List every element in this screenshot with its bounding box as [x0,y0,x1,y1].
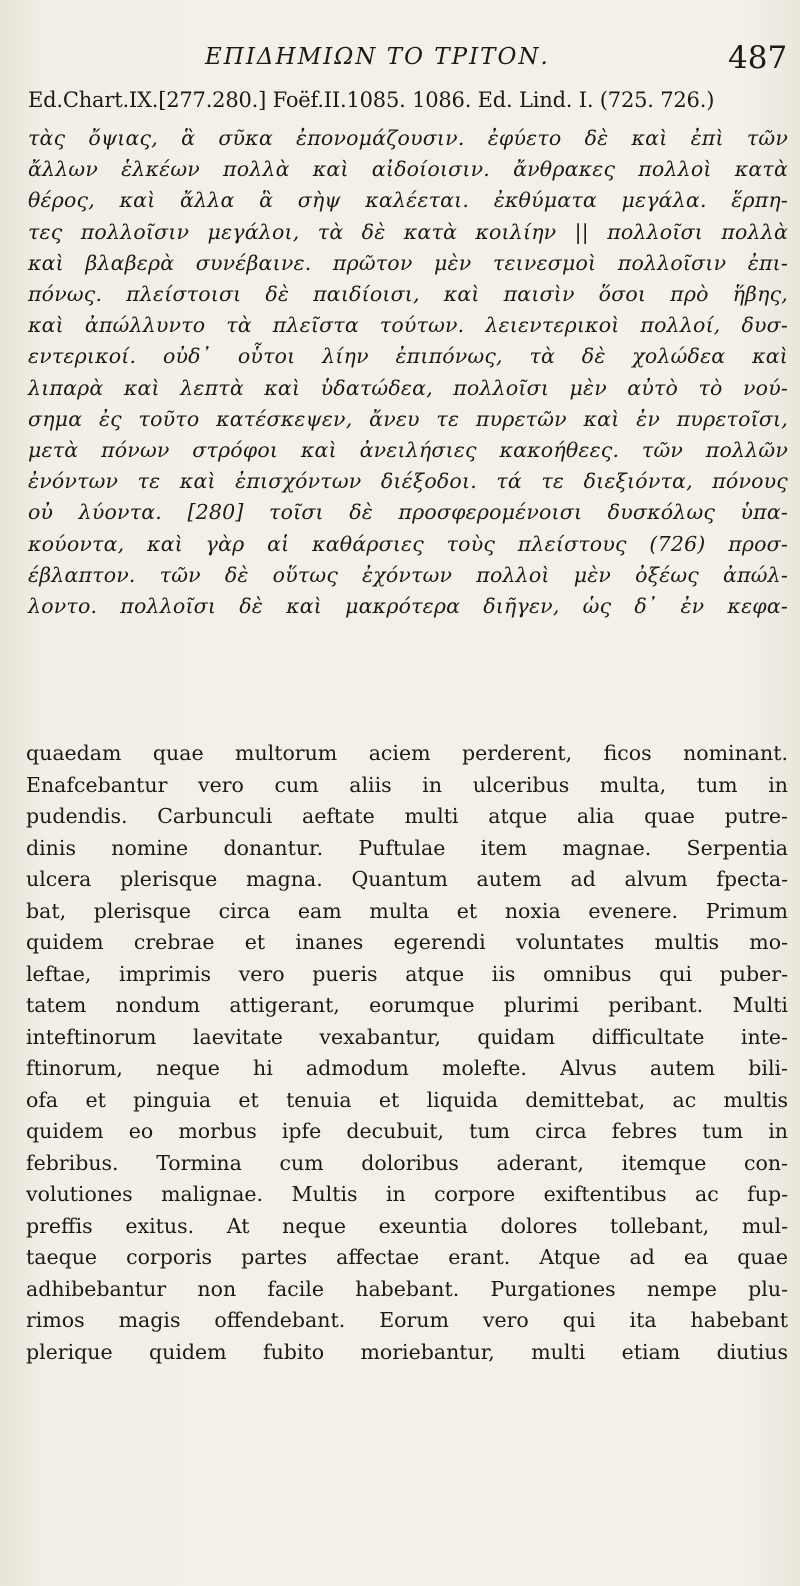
greek-line: θέρος, καὶ ἄλλα ἃ σὴψ καλέεται. ἐκθύματα μεγάλα. ἕρπη- [28,188,788,213]
latin-line: leftae, imprimis vero pueris atque iis omnibus qui puber- [26,961,788,986]
running-head [0,40,800,80]
latin-line: tatem nondum attigerant, eorumque plurimi peribant. Multi [26,993,788,1017]
greek-line: πόνως. πλείστοισι δὲ παιδίοισι, καὶ παισὶν ὅσοι πρὸ ἥβης, [28,282,788,307]
greek-line: εντερικοί. οὐδ᾽ οὗτοι λίην ἐπιπόνως, τὰ δὲ χολώδεα καὶ [28,344,788,369]
latin-line: febribus. Tormina cum doloribus aderant, itemque con- [26,1150,788,1175]
greek-line: καὶ βλαβερὰ συνέβαινε. πρῶτον μὲν τεινεσμοὶ πολλοῖσιν ἐπι- [28,250,788,275]
latin-line: ofa et pinguia et tenuia et liquida demittebat, ac multis [26,1087,788,1112]
latin-line: preffis exitus. At neque exeuntia dolores tollebant, mul- [26,1213,788,1238]
latin-line: adhibebantur non facile habebant. Purgationes nempe plu- [26,1276,788,1301]
latin-line: plerique quidem fubito moriebantur, multi etiam diutius [26,1339,788,1364]
latin-translation-block [26,738,788,1368]
greek-line: οὐ λύοντα. [280] τοῖσι δὲ προσφερομένοισι δυσκόλως ὑπα- [28,500,788,525]
greek-line: κούοντα, καὶ γὰρ αἱ καθάρσιες τοὺς πλείστους (726) προσ- [28,531,788,556]
page-number: 487 [728,40,788,76]
latin-line: rimos magis offendebant. Eorum vero qui ita habebant [26,1308,788,1332]
greek-line: τὰς ὄψιας, ἃ σῦκα ἐπονομάζουσιν. ἐφύετο δὲ καὶ ἐπὶ τῶν [28,126,788,150]
greek-line: ἐνόντων τε καὶ ἐπισχόντων διέξοδοι. τά τε διεξιόντα, πόνους [28,469,788,494]
latin-line: taeque corporis partes affectae erant. Atque ad ea quae [26,1245,788,1269]
latin-line: volutiones malignae. Multis in corpore exiftentibus ac fup- [26,1182,788,1206]
latin-line: Enafcebantur vero cum aliis in ulceribus multa, tum in [26,772,788,797]
greek-line: σημα ἐς τοῦτο κατέσκεψεν, ἄνευ τε πυρετῶν καὶ ἐν πυρετοῖσι, [28,406,788,431]
latin-line: ulcera plerisque magna. Quantum autem ad alvum fpecta- [26,867,788,891]
greek-line: λοντο. πολλοῖσι δὲ καὶ μακρότερα διῆγεν, ὡς δ᾽ ἐν κεφα- [28,594,788,619]
latin-line: ftinorum, neque hi admodum molefte. Alvus autem bili- [26,1056,788,1080]
greek-line: έβλαπτον. τῶν δὲ οὕτως ἐχόντων πολλοὶ μὲν ὀξέως ἀπώλ- [28,562,788,587]
latin-line: pudendis. Carbunculi aeftate multi atque alia quae putre- [26,804,788,828]
latin-line: quaedam quae multorum aciem perderent, ficos nominant. [26,741,788,765]
latin-line: bat, plerisque circa eam multa et noxia evenere. Primum [26,898,788,923]
running-title: ΕΠΙΔΗΜΙΩΝ ΤΟ ΤΡΙΤΟΝ. [205,44,550,70]
greek-text-block [28,123,788,622]
greek-line: καὶ ἀπώλλυντο τὰ πλεῖστα τούτων. λειεντερικοὶ πολλοί, δυσ- [28,313,788,338]
greek-line: μετὰ πόνων στρόφοι καὶ ἀνειλήσιες κακοήθεες. τῶν πολλῶν [28,438,788,463]
latin-line: quidem eo morbus ipfe decubuit, tum circa febres tum in [26,1119,788,1143]
greek-line: ἄλλων ἑλκέων πολλὰ καὶ αἰδοίοισιν. ἄνθρακες πολλοὶ κατὰ [28,157,788,182]
latin-line: inteftinorum laevitate vexabantur, quidam difficultate inte- [26,1024,788,1049]
greek-line: τες πολλοῖσιν μεγάλοι, τὰ δὲ κατὰ κοιλίην || πολλοῖσι πολλὰ [28,219,788,244]
edition-reference-line: Ed.Chart.IX.[277.280.] Foëf.II.1085. 1086. Ed. Lind. I. (725. 726.) [28,88,715,112]
greek-line: λιπαρὰ καὶ λεπτὰ καὶ ὑδατώδεα, πολλοῖσι μὲν αὐτὸ τὸ νού- [28,375,788,400]
latin-line: quidem crebrae et inanes egerendi voluntates multis mo- [26,930,788,954]
latin-line: dinis nomine donantur. Puftulae item magnae. Serpentia [26,835,788,860]
